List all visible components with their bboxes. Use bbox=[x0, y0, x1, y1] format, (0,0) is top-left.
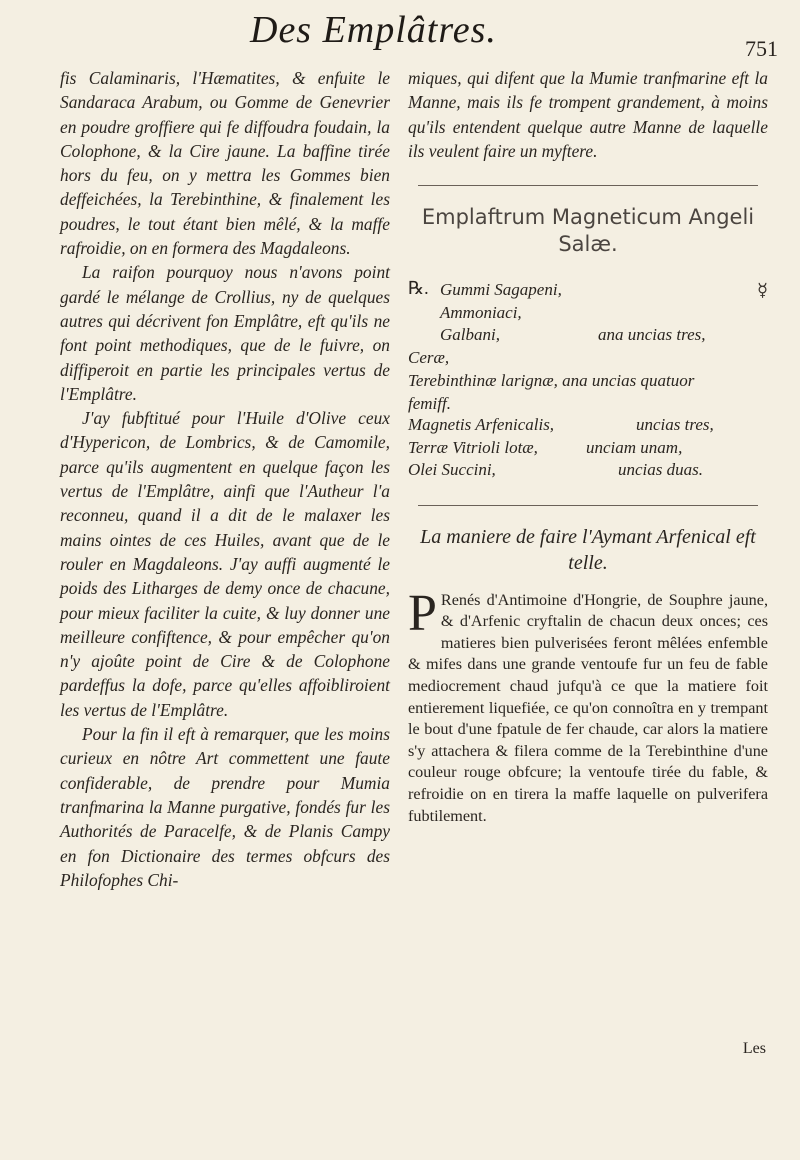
recipe-line bbox=[408, 460, 768, 483]
paragraph: J'ay fubftitué pour l'Huile d'Olive ceux d'Hypericon, de Lombrics, & de Camomile, parce qu'ils augmentent en quelque façon les vertus de l'Emplâtre, ainfi que l'Autheur l'a reconneu, quand il a dit de le malaxer les mains ointes de ces Huiles, avant que de le rouler en Magdaleons. J'ay auffi augmenté le poids des Litharges de demy once de chacune, pour mieux faciliter la cuite, & luy donner une meilleure confiftence, & pour empêcher qu'on n'y ajoûte point de Cire & de Colophone pardeffus la dofe, parce qu'elles affoibliroient les vertus de l'Emplâtre. bbox=[60, 408, 390, 720]
recipe-line bbox=[408, 348, 768, 371]
drop-cap: P bbox=[408, 584, 437, 642]
alchemical-symbol: ☿ bbox=[756, 280, 768, 301]
paragraph: fis Calaminaris, l'Hæmatites, & enfuite le Sandaraca Arabum, ou Gomme de Genevrier en poudre groffiere qui fe diffoudra foudain, la Colophone, & la Cire jaune. La baffine tirée hors du feu, on y mettra les Gommes bien deffeichées, la Terebinthine, & finalement les poudres, le tout étant bien mêlé, & la maffe rafroidie, on en formera des Magdaleons. bbox=[60, 68, 390, 259]
body-text: Renés d'Antimoine d'Hongrie, de Souphre jaune, & d'Arfenic cryftalin de chacun deux onces; ces matieres bien pulverisées feront mêlées enfemble & mifes dans une grande ventoufe fur un feu de fable mediocrement chaud jufqu'à ce que la matiere foit entierement liquefiée, ce qu'on connoîtra en y trempant le bout d'une fpatule de fer chaude, car alors la matiere s'y attachera & filera comme de la Terebinthine d'une couleur rouge obfcure; la ventoufe tirée du fable, & refroidie on en tirera la maffe laquelle on pulverifera fubtilement. bbox=[408, 590, 768, 825]
recipe-line bbox=[408, 280, 768, 303]
divider bbox=[418, 185, 758, 186]
paragraph: La raifon pourquoy nous n'avons point gardé le mélange de Crollius, ny de quelques autres qui décrivent fon Emplâtre, eft qu'ils ne font point methodiques, que de le fuivre, on diffiperoit en partie les principales vertus de l'Emplâtre. bbox=[60, 262, 390, 404]
right-column bbox=[408, 66, 768, 827]
recipe-ingredient: Ammoniaci, bbox=[440, 302, 522, 322]
page-header bbox=[0, 6, 800, 64]
recipe-quantity: unciam unam, bbox=[586, 437, 683, 457]
recipe-line bbox=[408, 325, 768, 348]
recipe-line bbox=[408, 303, 768, 326]
continuation-paragraph: miques, qui difent que la Mumie tranfmarine eft la Manne, mais ils fe trompent grandement, à moins qu'ils entendent quelque autre Manne de laquelle ils veulent faire un myftere. bbox=[408, 68, 768, 161]
recipe-ingredient: Ceræ, bbox=[408, 347, 450, 367]
recipe-ingredient: Olei Succini, bbox=[408, 460, 496, 480]
running-title: Des Emplâtres. bbox=[250, 9, 497, 51]
left-column bbox=[60, 66, 390, 892]
body-paragraph bbox=[408, 584, 768, 828]
recipe-ingredient: Terræ Vitrioli lotæ, bbox=[408, 437, 538, 457]
recipe-quantity: uncias duas. bbox=[618, 460, 703, 480]
recipe-symbol: ℞. bbox=[408, 278, 429, 299]
recipe-quantity: uncias tres, bbox=[636, 415, 714, 435]
recipe-ingredient: Magnetis Arfenicalis, bbox=[408, 415, 555, 435]
recipe-quantity: ana uncias tres, bbox=[598, 325, 706, 345]
recipe-line bbox=[408, 415, 768, 438]
recipe-list bbox=[408, 280, 768, 483]
catchword: Les bbox=[742, 1040, 766, 1057]
paragraph: Pour la fin il eft à remarquer, que les moins curieux en nôtre Art commettent une faute confiderable, de prendre pour Mumia tranfmarina la Manne purgative, fondés fur les Authorités de Paracelfe, & de Planis Campy en fon Dictionaire des termes obfcurs des Philofophes Chi- bbox=[60, 724, 390, 890]
recipe-line bbox=[408, 370, 768, 415]
recipe-ingredient: Galbani, bbox=[440, 325, 500, 345]
recipe-ingredient: Gummi Sagapeni, bbox=[440, 280, 562, 300]
page-number: 751 bbox=[745, 36, 778, 61]
recipe-line bbox=[408, 438, 768, 461]
divider bbox=[418, 505, 758, 506]
recipe-title: Emplaftrum Magneticum Angeli Salæ. bbox=[421, 205, 755, 257]
section-title: La maniere de faire l'Aymant Arfenical eft telle. bbox=[420, 525, 756, 574]
recipe-ingredient: Terebinthinæ larignæ, ana uncias quatuor femiff. bbox=[408, 371, 695, 413]
